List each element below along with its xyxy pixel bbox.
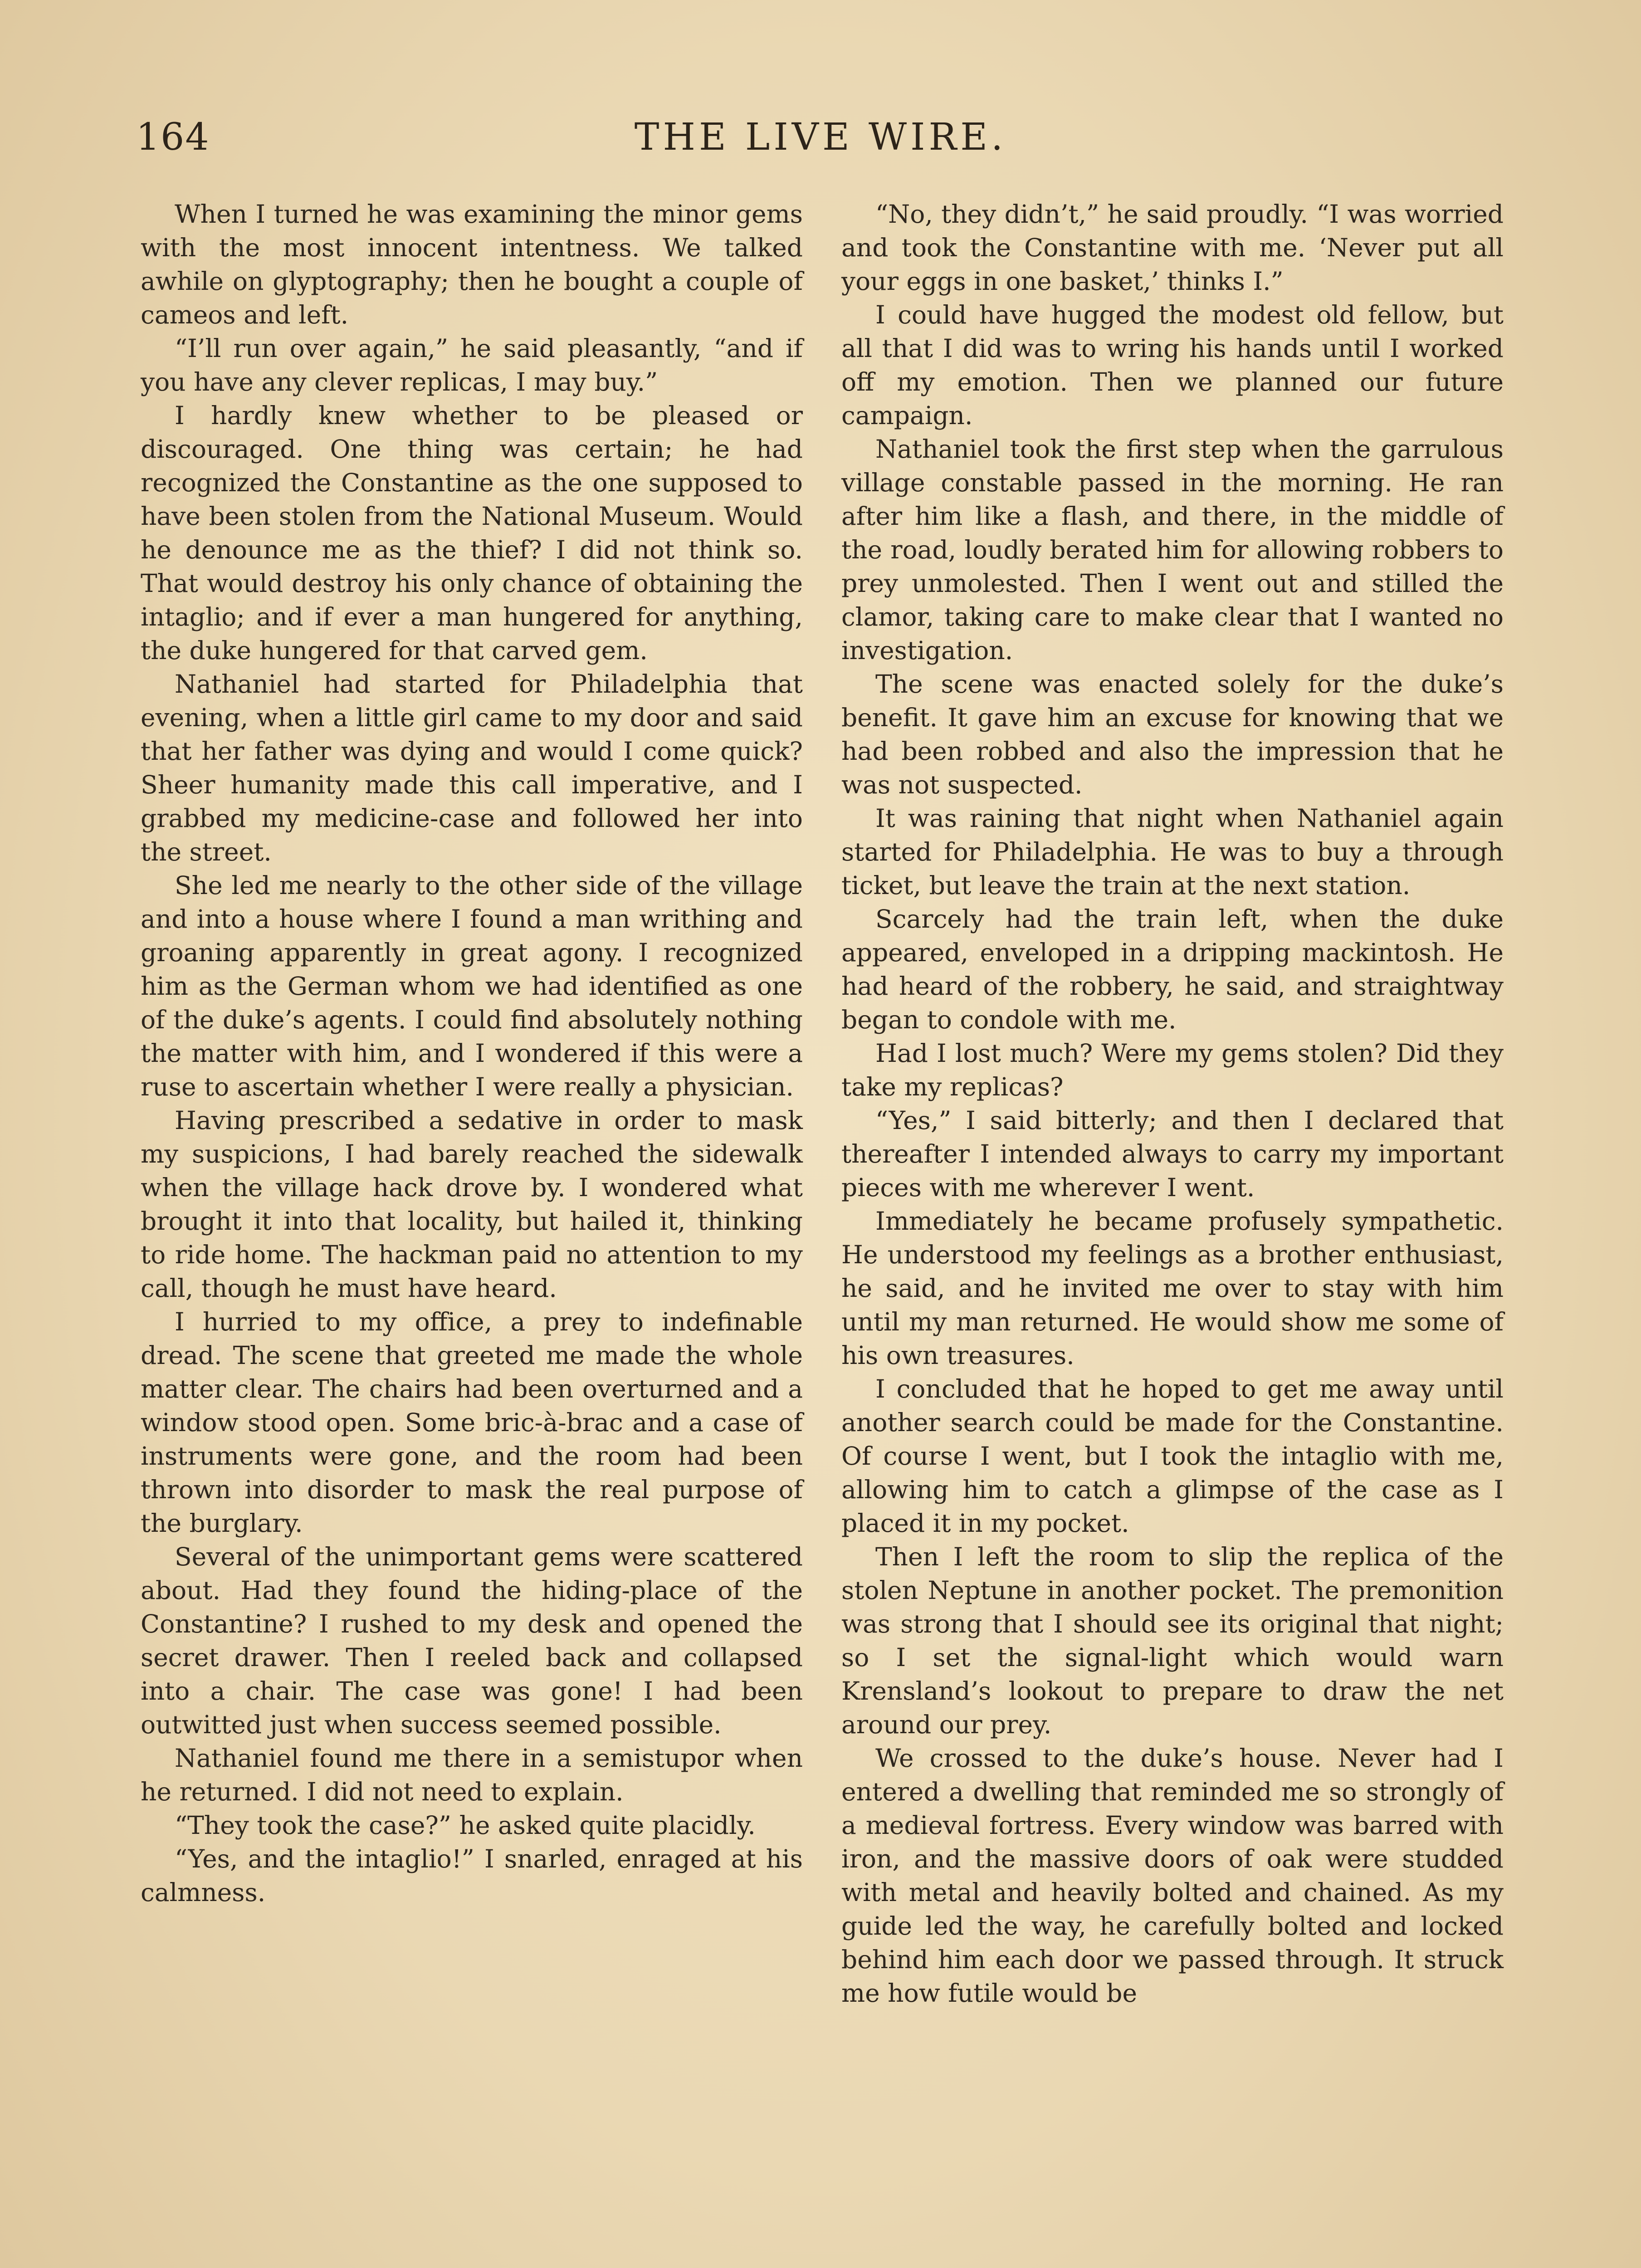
paragraph: When I turned he was examining the minor gems with the most innocent intentness. We talked awhile on glyptography; then he bought a couple of cameos and left.	[141, 200, 803, 329]
paragraph: We crossed to the duke’s house. Never had I entered a dwelling that reminded me so strongly of a medieval fortress. Every window was barred with iron, and the massive doors of oak were studded with metal and heavily bolted and chained. As my guide led the way, he carefully bolted and locked behind him each door we passed through. It struck me how futile would be	[841, 1744, 1504, 2008]
right-column	[841, 197, 1504, 2010]
paragraph: “They took the case?” he asked quite placidly.	[175, 1811, 756, 1840]
paragraph: I hardly knew whether to be pleased or discouraged. One thing was certain; he had recognized the Constantine as the one supposed to have been stolen from the National Museum. Would he denounce me as the thief? I did not think so. That would destroy his only chance of obtaining the intaglio; and if ever a man hungered for anything, the duke hungered for that carved gem.	[141, 401, 803, 665]
left-column	[141, 197, 803, 1909]
paragraph: “Yes,” I said bitterly; and then I declared that thereafter I intended always to carry my important pieces with me wherever I went.	[841, 1106, 1504, 1202]
page-number: 164	[136, 116, 210, 159]
paragraph: I could have hugged the modest old fellow, but all that I did was to wring his hands until I worked off my emotion. Then we planned our future campaign.	[841, 300, 1504, 430]
paragraph: I hurried to my office, a prey to indefinable dread. The scene that greeted me made the whole matter clear. The chairs had been overturned and a window stood open. Some bric-à-brac and a case of instruments were gone, and the room had been thrown into disorder to mask the real purpose of the burglary.	[141, 1307, 803, 1538]
running-head: THE LIVE WIRE.	[634, 116, 1007, 159]
paragraph: It was raining that night when Nathaniel again started for Philadelphia. He was to buy a through ticket, but leave the train at the next station.	[841, 804, 1504, 900]
paragraph: Scarcely had the train left, when the duke appeared, enveloped in a dripping mackintosh. He had heard of the robbery, he said, and straightway began to condole with me.	[841, 904, 1504, 1034]
paragraph: Nathaniel found me there in a semistupor when he returned. I did not need to explain.	[141, 1744, 803, 1806]
paragraph: She led me nearly to the other side of the village and into a house where I found a man writhing and groaning apparently in great agony. I recognized him as the German whom we had identified as one of the duke’s agents. I could find absolutely nothing the matter with him, and I wondered if this were a ruse to ascertain whether I were really a physician.	[141, 871, 803, 1101]
paragraph: Immediately he became profusely sympathetic. He understood my feelings as a brother enthusiast, he said, and he invited me over to stay with him until my man returned. He would show me some of his own treasures.	[841, 1207, 1504, 1370]
paragraph: Then I left the room to slip the replica of the stolen Neptune in another pocket. The premonition was strong that I should see its original that night; so I set the signal-light which would warn Krensland’s lookout to prepare to draw the net around our prey.	[841, 1542, 1504, 1739]
paragraph: I concluded that he hoped to get me away until another search could be made for the Constantine. Of course I went, but I took the intaglio with me, allowing him to catch a glimpse of the case as I placed it in my pocket.	[841, 1374, 1504, 1538]
paragraph: Had I lost much? Were my gems stolen? Did they take my replicas?	[841, 1039, 1504, 1101]
paragraph: Nathaniel had started for Philadelphia that evening, when a little girl came to my door and said that her father was dying and would I come quick? Sheer humanity made this call imperative, and I grabbed my medicine-case and followed her into the street.	[141, 670, 803, 866]
paragraph: “Yes, and the intaglio!” I snarled, enraged at his calmness.	[141, 1844, 803, 1907]
paragraph: Nathaniel took the first step when the garrulous village constable passed in the morning. He ran after him like a flash, and there, in the middle of the road, loudly berated him for allowing robbers to prey unmolested. Then I went out and stilled the clamor, taking care to make clear that I wanted no investigation.	[841, 435, 1504, 665]
paragraph: Having prescribed a sedative in order to mask my suspicions, I had barely reached the sidewalk when the village hack drove by. I wondered what brought it into that locality, but hailed it, thinking to ride home. The hackman paid no attention to my call, though he must have heard.	[141, 1106, 803, 1303]
paragraph: The scene was enacted solely for the duke’s benefit. It gave him an excuse for knowing that we had been robbed and also the impression that he was not suspected.	[841, 670, 1504, 799]
paragraph: Several of the unimportant gems were scattered about. Had they found the hiding-place of the Constantine? I rushed to my desk and opened the secret drawer. Then I reeled back and collapsed into a chair. The case was gone! I had been outwitted just when success seemed possible.	[141, 1542, 803, 1739]
paragraph: “I’ll run over again,” he said pleasantly, “and if you have any clever replicas, I may buy.”	[141, 334, 803, 396]
paragraph: “No, they didn’t,” he said proudly. “I was worried and took the Constantine with me. ‘Never put all your eggs in one basket,’ thinks I.”	[841, 200, 1504, 296]
